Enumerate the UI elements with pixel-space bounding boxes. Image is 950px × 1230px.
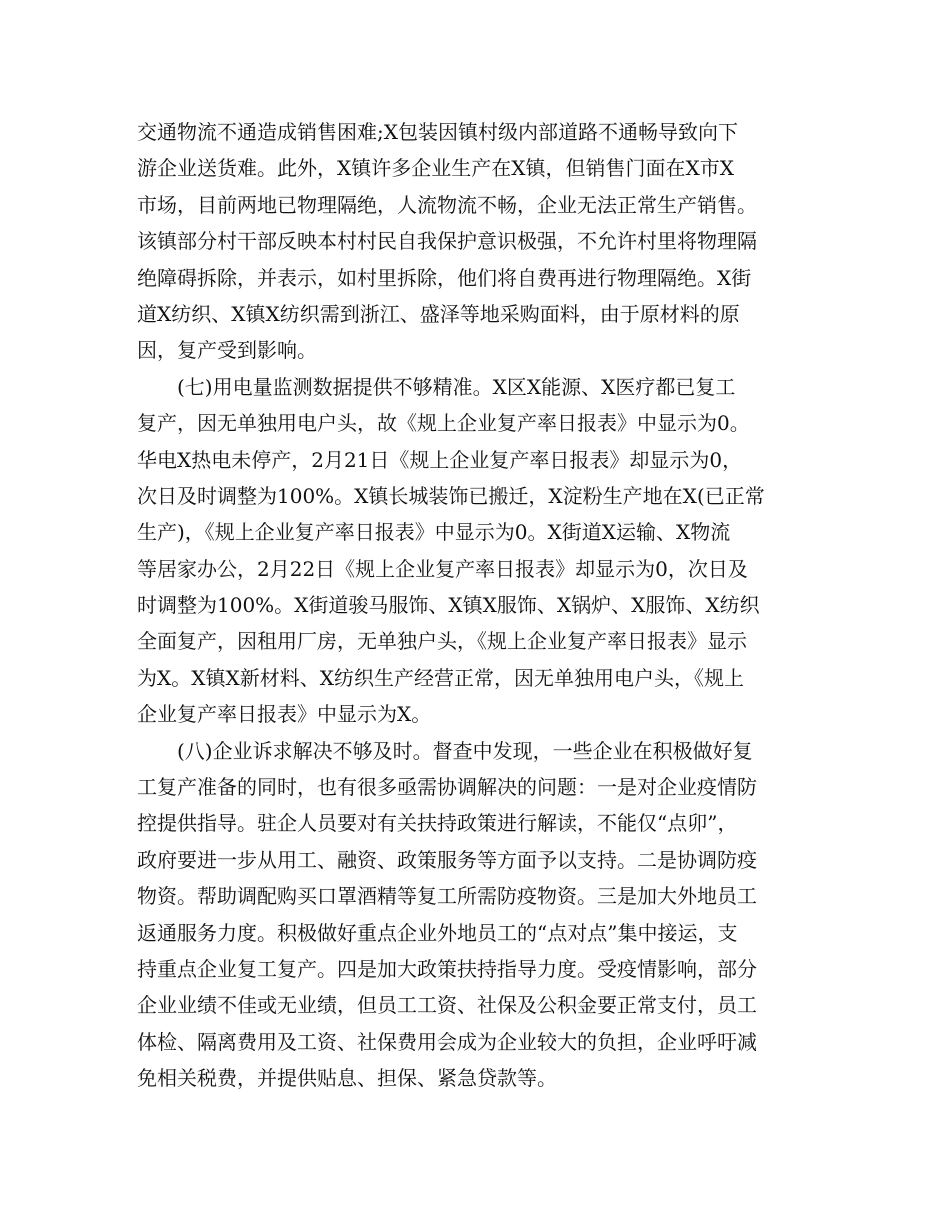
body-text-line: 企业复产率日报表》中显示为X。 [137,702,432,727]
body-text-line: 因，复产受到影响。 [137,338,317,363]
body-text-line: 全面复产，因租用厂房，无单独户头，《规上企业复产率日报表》显示 [137,629,747,654]
body-text-line: 为X。X镇X新材料、X纺织生产经营正常，因无单独用电户头，《规上 [137,665,744,690]
body-text-line: 体检、隔离费用及工资、社保费用会成为企业较大的负担，企业呼吁减 [137,1029,757,1054]
body-text-line: 生产)，《规上企业复产率日报表》中显示为0。X街道X运输、X物流 [137,520,731,545]
body-text-line: 免相关税费，并提供贴息、担保、紧急贷款等。 [137,1066,557,1091]
body-text-line: 工复产准备的同时，也有很多亟需协调解决的问题：一是对企业疫情防 [137,775,757,800]
body-text-line: 绝障碍拆除，并表示，如村里拆除，他们将自费再进行物理隔绝。X街 [137,265,752,290]
body-text-line: 游企业送货难。此外，X镇许多企业生产在X镇，但销售门面在X市X [137,156,734,181]
body-text-line: 等居家办公，2月22日《规上企业复产率日报表》却显示为0，次日及 [137,556,748,581]
body-text-line: 该镇部分村干部反映本村村民自我保护意识极强，不允许村里将物理隔 [137,229,757,254]
body-text-line: 复产，因无单独用电户头，故《规上企业复产率日报表》中显示为0。 [137,411,750,436]
body-text-line: 次日及时调整为100%。X镇长城装饰已搬迁，X淀粉生产地在X(已正常 [137,483,765,508]
section-heading-7: (七)用电量监测数据提供不够精准。X区X能源、X医疗都已复工 [177,374,736,399]
body-text-line: 企业业绩不佳或无业绩，但员工工资、社保及公积金要正常支付，员工 [137,993,757,1018]
document-body [137,114,817,1097]
body-text-line: 持重点企业复工复产。四是加大政策扶持指导力度。受疫情影响，部分 [137,956,757,981]
body-text-line: 时调整为100%。X街道骏马服饰、X镇X服饰、X锅炉、X服饰、X纺织 [137,593,760,618]
body-text-line: 道X纺织、X镇X纺织需到浙江、盛泽等地采购面料，由于原材料的原 [137,301,740,326]
body-text-line: 返通服务力度。积极做好重点企业外地员工的“点对点”集中接运，支 [137,920,738,945]
section-heading-8: (八)企业诉求解决不够及时。督查中发现，一些企业在积极做好复 [177,738,753,763]
body-text-line: 交通物流不通造成销售困难;X包装因镇村级内部道路不通畅导致向下 [137,120,738,144]
body-text-line: 市场，目前两地已物理隔绝，人流物流不畅，企业无法正常生产销售。 [137,192,757,217]
body-text-line: 政府要进一步从用工、融资、政策服务等方面予以支持。二是协调防疫 [137,847,757,872]
body-text-line: 华电X热电未停产，2月21日《规上企业复产率日报表》却显示为0， [137,447,743,472]
body-text-line: 物资。帮助调配购买口罩酒精等复工所需防疫物资。三是加大外地员工 [137,884,757,909]
body-text-line: 控提供指导。驻企人员要对有关扶持政策进行解读，不能仅“点卯”， [137,811,738,836]
